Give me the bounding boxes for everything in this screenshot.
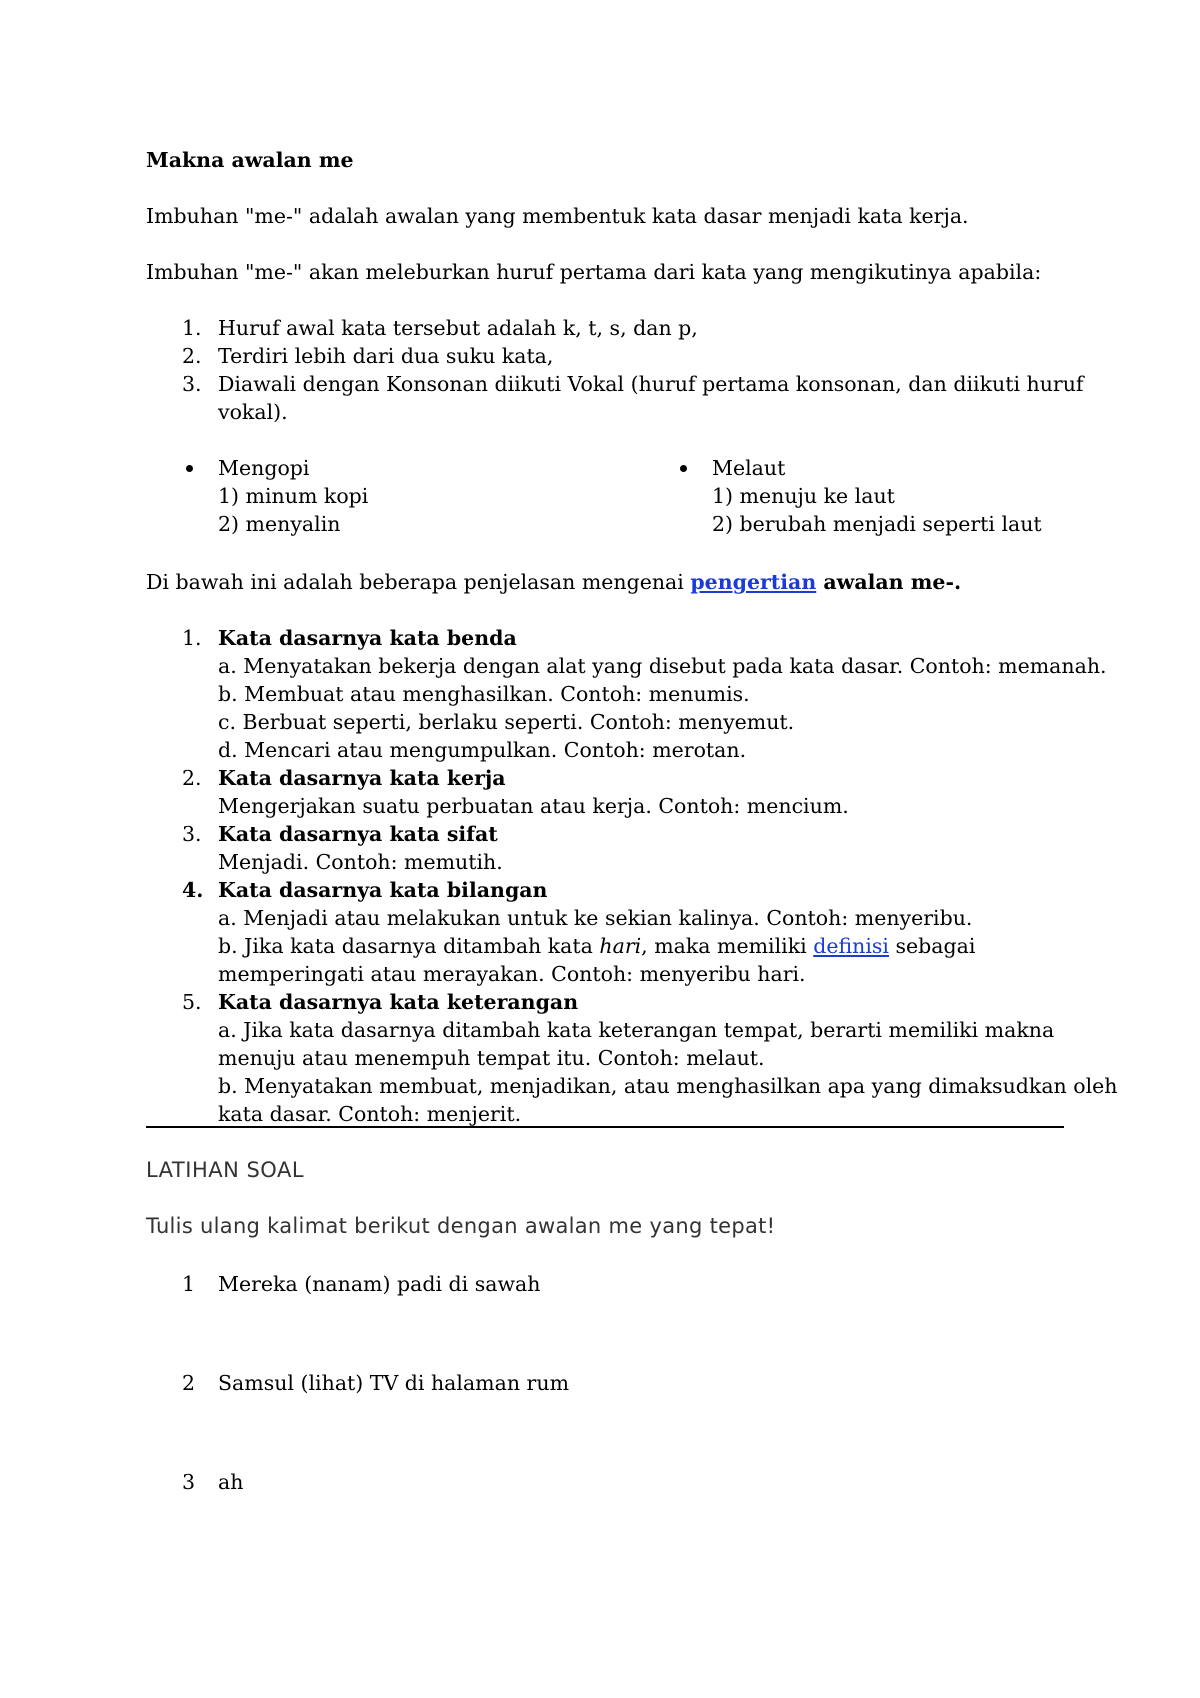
- explain-text: Di bawah ini adalah beberapa penjelasan mengenai: [146, 570, 691, 594]
- bullet-icon: [680, 465, 687, 472]
- list-text: Diawali dengan Konsonan diikuti Vokal (huruf pertama konsonan, dan diikuti huruf: [218, 372, 1084, 396]
- category-line: d. Mencari atau mengumpulkan. Contoh: merotan.: [218, 738, 747, 762]
- category-line: b. Membuat atau menghasilkan. Contoh: menumis.: [218, 682, 750, 706]
- line-text: b. Jika kata dasarnya ditambah kata: [218, 934, 600, 958]
- category-heading: Kata dasarnya kata kerja: [218, 766, 506, 790]
- list-number: 3.: [182, 822, 202, 846]
- definisi-link[interactable]: definisi: [813, 934, 889, 958]
- list-number: 5.: [182, 990, 202, 1014]
- category-line: a. Jika kata dasarnya ditambah kata keterangan tempat, berarti memiliki makna: [218, 1018, 1055, 1042]
- category-heading: Kata dasarnya kata benda: [218, 626, 517, 650]
- category-line: kata dasar. Contoh: menjerit.: [218, 1102, 522, 1126]
- category-line: memperingati atau merayakan. Contoh: menyeribu hari.: [218, 962, 806, 986]
- category-line: [218, 932, 975, 960]
- list-number: 2.: [182, 766, 202, 790]
- list-text: Huruf awal kata tersebut adalah k, t, s, dan p,: [218, 316, 698, 340]
- intro-paragraph-2: Imbuhan "me-" akan meleburkan huruf pertama dari kata yang mengikutinya apabila:: [146, 260, 1042, 284]
- document-title: Makna awalan me: [146, 148, 354, 172]
- category-line: Mengerjakan suatu perbuatan atau kerja. Contoh: mencium.: [218, 794, 849, 818]
- bullet-icon: [186, 465, 193, 472]
- exercise-number: 3: [182, 1470, 196, 1494]
- category-heading: Kata dasarnya kata sifat: [218, 822, 498, 846]
- list-number: 1.: [182, 316, 202, 340]
- pengertian-link[interactable]: pengertian: [690, 570, 817, 594]
- list-text-continued: vokal).: [218, 400, 288, 424]
- list-number: 2.: [182, 344, 202, 368]
- exercise-text: Samsul (lihat) TV di halaman rum: [218, 1371, 570, 1395]
- category-heading: Kata dasarnya kata bilangan: [218, 878, 548, 902]
- example-meaning: 2) berubah menjadi seperti laut: [712, 512, 1042, 536]
- list-number: 4.: [182, 878, 204, 902]
- horizontal-divider: [146, 1126, 1064, 1128]
- list-text: Terdiri lebih dari dua suku kata,: [218, 344, 554, 368]
- explain-bold-tail: awalan me-.: [816, 570, 962, 594]
- list-number: 1.: [182, 626, 202, 650]
- exercise-number: 2: [182, 1371, 196, 1395]
- italic-word: hari: [599, 934, 642, 958]
- category-line: a. Menjadi atau melakukan untuk ke sekian kalinya. Contoh: menyeribu.: [218, 906, 973, 930]
- example-word: Melaut: [712, 456, 786, 480]
- list-number: 3.: [182, 372, 202, 396]
- line-text: sebagai: [888, 934, 976, 958]
- category-line: a. Menyatakan bekerja dengan alat yang disebut pada kata dasar. Contoh: memanah.: [218, 654, 1107, 678]
- example-meaning: 1) minum kopi: [218, 484, 369, 508]
- category-heading: Kata dasarnya kata keterangan: [218, 990, 579, 1014]
- exercise-number: 1: [182, 1272, 196, 1296]
- category-line: c. Berbuat seperti, berlaku seperti. Contoh: menyemut.: [218, 710, 795, 734]
- line-text: , maka memiliki: [641, 934, 814, 958]
- intro-paragraph-1: Imbuhan "me-" adalah awalan yang membentuk kata dasar menjadi kata kerja.: [146, 204, 969, 228]
- exercise-text: ah: [218, 1470, 244, 1494]
- exercise-instruction: Tulis ulang kalimat berikut dengan awalan me yang tepat!: [146, 1214, 776, 1238]
- example-word: Mengopi: [218, 456, 310, 480]
- category-line: Menjadi. Contoh: memutih.: [218, 850, 503, 874]
- example-meaning: 1) menuju ke laut: [712, 484, 895, 508]
- explain-paragraph: [146, 568, 961, 596]
- category-line: menuju atau menempuh tempat itu. Contoh: melaut.: [218, 1046, 765, 1070]
- category-line: b. Menyatakan membuat, menjadikan, atau menghasilkan apa yang dimaksudkan oleh: [218, 1074, 1118, 1098]
- example-meaning: 2) menyalin: [218, 512, 341, 536]
- exercise-text: Mereka (nanam) padi di sawah: [218, 1272, 541, 1296]
- exercise-title: LATIHAN SOAL: [146, 1158, 305, 1182]
